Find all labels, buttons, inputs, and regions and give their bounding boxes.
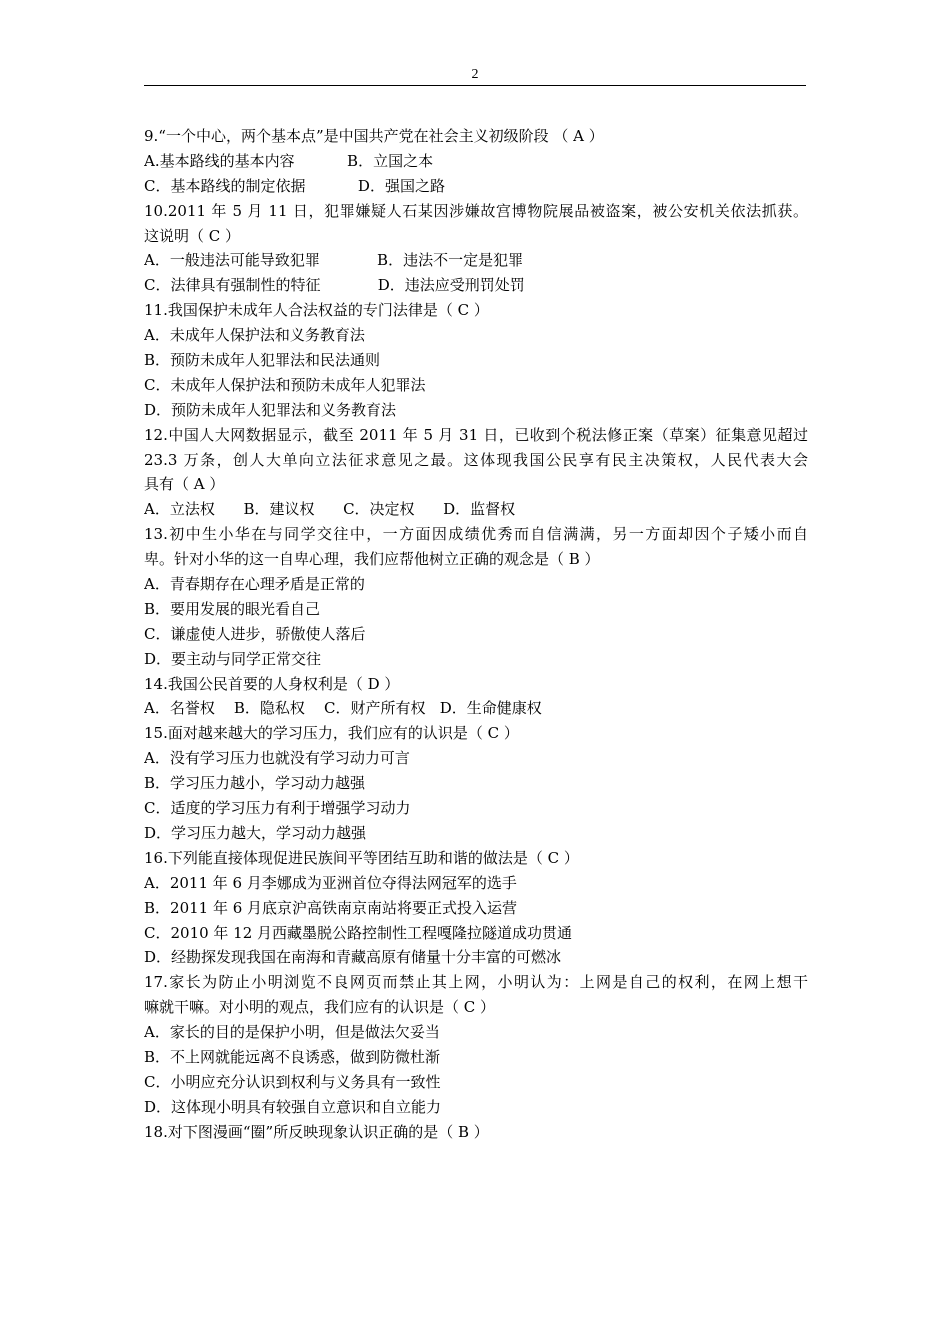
text-line: C．小明应充分认识到权利与义务具有一致性 bbox=[144, 1072, 441, 1091]
text-line: A．名誉权 B．隐私权 C．财产所有权 D．生命健康权 bbox=[144, 699, 542, 718]
text-line: B．2011 年 6 月底京沪高铁南京南站将要正式投入运营 bbox=[144, 898, 518, 917]
question-text bbox=[144, 124, 808, 1145]
text-line: A．青春期存在心理矛盾是正常的 bbox=[144, 575, 365, 594]
text-line: B．要用发展的眼光看自己 bbox=[144, 599, 321, 618]
text-line: 具有（ A ） bbox=[144, 475, 225, 494]
text-line: A．2011 年 6 月李娜成为亚洲首位夺得法网冠军的选手 bbox=[144, 873, 517, 892]
page-number: 2 bbox=[471, 67, 479, 82]
text-line: C．谦虚使人进步，骄傲使人落后 bbox=[144, 624, 366, 643]
text-line: C．适度的学习压力有利于增强学习动力 bbox=[144, 799, 411, 818]
text-line: 18.对下图漫画“圈”所反映现象认识正确的是（ B ） bbox=[144, 1122, 489, 1141]
text-line: 13.初中生小华在与同学交往中，一方面因成绩优秀而自信满满，另一方面却因个子矮小而自 bbox=[144, 525, 808, 544]
text-line: 嘛就干嘛。对小明的观点，我们应有的认识是（ C ） bbox=[144, 998, 496, 1017]
text-line: C．未成年人保护法和预防未成年人犯罪法 bbox=[144, 375, 426, 394]
text-line: 23.3 万条，创人大单向立法征求意见之最。这体现我国公民享有民主决策权，人民代表大会 bbox=[144, 450, 808, 469]
text-line: 10.2011 年 5 月 11 日，犯罪嫌疑人石某因涉嫌故宫博物院展品被盗案，被公安机关依法抓获。 bbox=[144, 201, 808, 220]
text-line: 16.下列能直接体现促进民族间平等团结互助和谐的做法是（ C ） bbox=[144, 848, 579, 867]
text-line: 17.家长为防止小明浏览不良网页而禁止其上网，小明认为：上网是自己的权利，在网上想干 bbox=[144, 973, 808, 992]
text-line: D．学习压力越大，学习动力越强 bbox=[144, 823, 367, 842]
text-line: C．法律具有强制性的特征 D．违法应受刑罚处罚 bbox=[144, 276, 525, 295]
text-line: A.基本路线的基本内容 B．立国之本 bbox=[144, 151, 434, 170]
text-line: B．不上网就能远离不良诱惑，做到防微杜渐 bbox=[144, 1047, 441, 1066]
text-line: D．经勘探发现我国在南海和青藏高原有储量十分丰富的可燃冰 bbox=[144, 948, 562, 967]
text-line: B．预防未成年人犯罪法和民法通则 bbox=[144, 351, 381, 370]
text-line: A．没有学习压力也就没有学习动力可言 bbox=[144, 749, 410, 768]
text-line: A．立法权 B．建议权 C．决定权 D．监督权 bbox=[144, 500, 516, 519]
text-line: 12.中国人大网数据显示，截至 2011 年 5 月 31 日，已收到个税法修正案（草案）征集意见超过 bbox=[144, 425, 808, 444]
header-rule bbox=[144, 85, 806, 86]
text-line: C．2010 年 12 月西藏墨脱公路控制性工程嘎隆拉隧道成功贯通 bbox=[144, 923, 573, 942]
text-line: A．家长的目的是保护小明，但是做法欠妥当 bbox=[144, 1023, 440, 1042]
text-line: 15.面对越来越大的学习压力，我们应有的认识是（ C ） bbox=[144, 724, 519, 743]
text-line: 11.我国保护未成年人合法权益的专门法律是（ C ） bbox=[144, 301, 489, 320]
text-line: A．一般违法可能导致犯罪 B．违法不一定是犯罪 bbox=[144, 251, 524, 270]
text-line: C．基本路线的制定依据 D．强国之路 bbox=[144, 176, 445, 195]
text-line: D．预防未成年人犯罪法和义务教育法 bbox=[144, 400, 397, 419]
text-line: 这说明（ C ） bbox=[144, 226, 241, 245]
text-line: A．未成年人保护法和义务教育法 bbox=[144, 326, 365, 345]
text-line: D．要主动与同学正常交往 bbox=[144, 649, 322, 668]
text-line: B．学习压力越小，学习动力越强 bbox=[144, 774, 366, 793]
text-line: 卑。针对小华的这一自卑心理，我们应帮他树立正确的观念是（ B ） bbox=[144, 550, 600, 569]
text-line: 9.“一个中心，两个基本点”是中国共产党在社会主义初级阶段 （ A ） bbox=[144, 127, 604, 145]
text-line: 14.我国公民首要的人身权利是（ D ） bbox=[144, 674, 400, 693]
text-line: D．这体现小明具有较强自立意识和自立能力 bbox=[144, 1097, 442, 1116]
